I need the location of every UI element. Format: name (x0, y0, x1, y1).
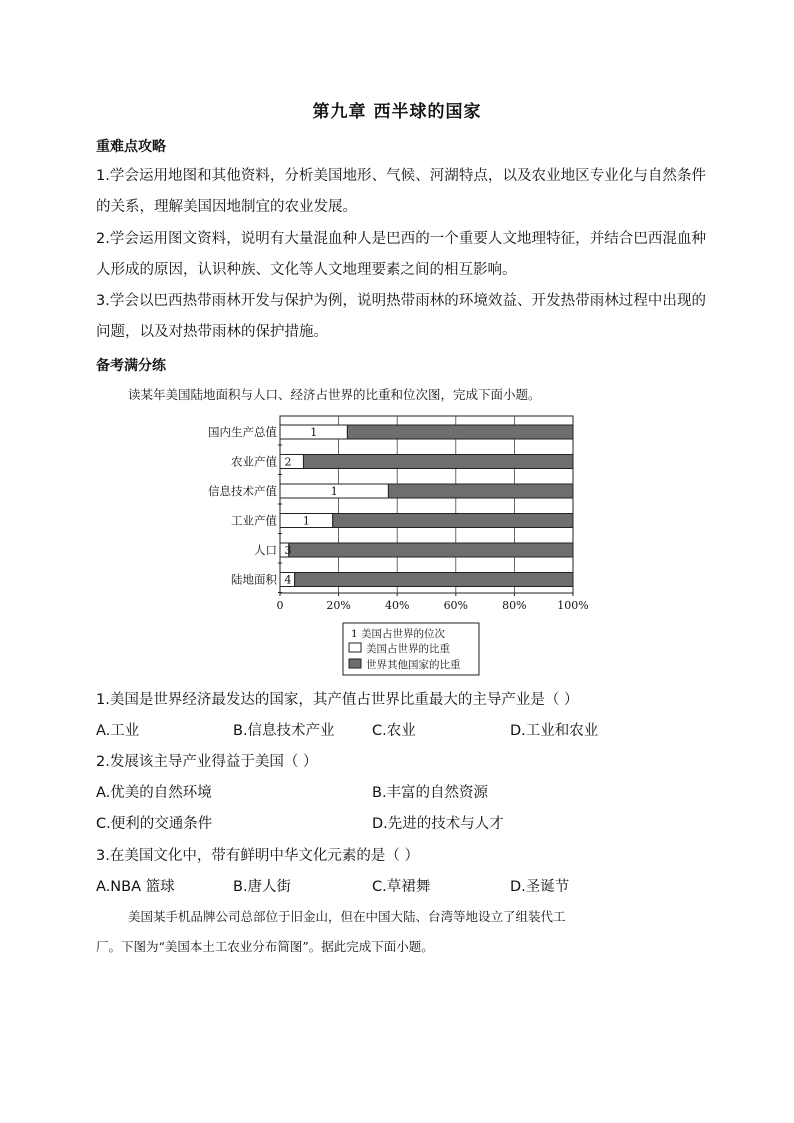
question-1-option-a[interactable]: A.工业 (96, 723, 140, 739)
legend-us-swatch (349, 643, 361, 652)
page-title: 第九章 西半球的国家 (312, 102, 482, 122)
map-intro-line-1: 美国某手机品牌公司总部位于旧金山，但在中国大陆、台湾等地设立了组装代工 (128, 909, 566, 924)
rank-label: 1 (310, 426, 318, 439)
key-point-2: 2.学会运用图文资料，说明有大量混血种人是巴西的一个重要人文地理特征，并结合巴西混血种人形成的原因，认识种族、文化等人文地理要素之间的相互影响。 (96, 231, 706, 278)
x-tick-label: 80% (502, 599, 527, 612)
x-tick-label: 60% (443, 599, 469, 612)
x-tick-label: 0 (276, 599, 284, 612)
category-label: 陆地面积 (231, 572, 277, 587)
map-intro-line-2: 厂。下图为“美国本土工农业分布简图”。据此完成下面小题。 (96, 939, 434, 954)
rank-label: 3 (284, 544, 292, 557)
key-point-3: 3.学会以巴西热带雨林开发与保护为例，说明热带雨林的环境效益、开发热带雨林过程中出现的问题，以及对热带雨林的保护措施。 (96, 293, 706, 340)
question-3-stem: 3.在美国文化中，带有鲜明中华文化元素的是（ ） (96, 848, 419, 864)
question-1-option-b[interactable]: B.信息技术产业 (233, 723, 335, 739)
rank-label: 2 (284, 455, 292, 469)
section-heading-practice: 备考满分练 (96, 358, 166, 374)
rank-label: 1 (330, 485, 338, 498)
question-2-stem: 2.发展该主导产业得益于美国（ ） (96, 754, 318, 770)
rank-label: 1 (302, 514, 310, 528)
rest-of-world-bar (333, 514, 573, 528)
x-tick-label: 20% (326, 599, 351, 612)
question-3-option-a[interactable]: A.NBA 篮球 (96, 879, 175, 895)
question-1-option-d[interactable]: D.工业和农业 (510, 723, 599, 739)
section-heading-key-points: 重难点攻略 (96, 139, 166, 155)
legend-us-label: 美国占世界的比重 (366, 643, 450, 655)
rest-of-world-bar (347, 425, 573, 439)
rest-of-world-bar (295, 573, 573, 587)
question-1-stem: 1.美国是世界经济最发达的国家，其产值占世界比重最大的主导产业是（ ） (96, 692, 579, 708)
rest-of-world-bar (289, 543, 573, 557)
key-point-1: 1.学会运用地图和其他资料，分析美国地形、气候、河湖特点，以及农业地区专业化与自然条件的关系，理解美国因地制宜的农业发展。 (96, 168, 706, 215)
question-3-option-d[interactable]: D.圣诞节 (510, 879, 570, 895)
chart-intro: 读某年美国陆地面积与人口、经济占世界的比重和位次图，完成下面小题。 (128, 387, 541, 402)
question-3-option-c[interactable]: C.草裙舞 (372, 879, 431, 895)
legend-rest-swatch (349, 659, 361, 668)
question-1-option-c[interactable]: C.农业 (372, 723, 416, 739)
question-3-option-b[interactable]: B.唐人街 (233, 879, 292, 895)
legend-rest-label: 世界其他国家的比重 (366, 659, 461, 671)
question-2-option-b[interactable]: B.丰富的自然资源 (372, 785, 489, 801)
plot-frame (280, 416, 573, 593)
rest-of-world-bar (303, 455, 573, 469)
x-tick-label: 100% (557, 599, 589, 612)
question-2-option-a[interactable]: A.优美的自然环境 (96, 785, 212, 801)
category-label: 工业产值 (231, 513, 277, 528)
question-2-option-c[interactable]: C.便利的交通条件 (96, 816, 213, 832)
x-tick-label: 40% (384, 599, 410, 612)
rank-label: 4 (284, 573, 292, 587)
legend-rank-entry: 1 美国占世界的位次 (351, 628, 446, 640)
rest-of-world-bar (388, 484, 573, 498)
category-label: 人口 (254, 543, 277, 557)
question-2-option-d[interactable]: D.先进的技术与人才 (372, 816, 504, 832)
category-label: 信息技术产值 (208, 484, 277, 498)
category-label: 农业产值 (231, 454, 277, 469)
category-label: 国内生产总值 (208, 425, 277, 439)
bar-chart (0, 410, 794, 690)
